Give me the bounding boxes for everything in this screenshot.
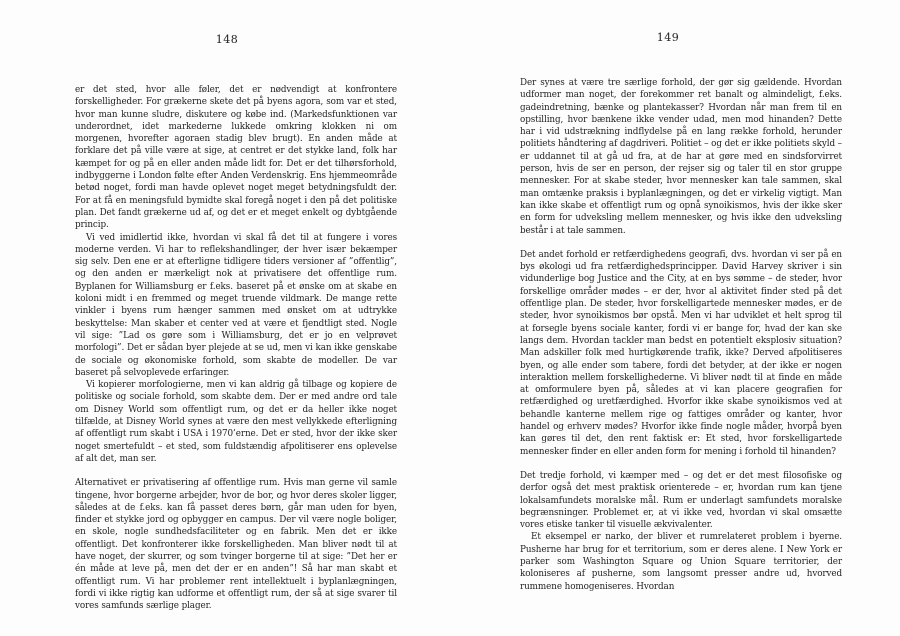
text-block-left <box>75 84 397 612</box>
paragraph: Alternativet er privatisering af offentlige rum. Hvis man gerne vil samle tingene, hvor borgerne arbejder, hvor de bor, og hvor deres skoler ligger, således at de f.eks. kan få passet deres børn, går man uden for byen, finder et stykke jord og opbygger en campus. Der vil være nogle boliger, en skole, nogle sundhedsfaciliteter og en fabrik. Men det er ikke offentligt. Det konfronterer ikke forskelligheden. Man bliver nødt til at have noget, der skurrer, og som tvinger borgerne til at sige: ”Det her er én måde at leve på, men det der er en anden”! Så har man skabt et offentligt rum. Vi har problemer rent intellektuelt i byplanlægningen, fordi vi ikke rigtig kan udforme et offentligt rum, der så at sige svarer til vores samfunds særlige plager. <box>75 478 397 612</box>
paragraph: Det tredje forhold, vi kæmper med – og det er det mest filosofiske og derfor også det mest praktisk orienterede – er, hvordan rum kan tjene lokalsamfundets moralske mål. Rum er underlagt samfundets moralske begrænsninger. Problemet er, at vi ikke ved, hvordan vi skal omsætte vores etiske tanker til visuelle ækvivalenter. <box>520 470 842 531</box>
paragraph: Vi kopierer morfologierne, men vi kan aldrig gå tilbage og kopiere de politiske og sociale forhold, som skabte dem. Der er med andre ord tale om Disney World som offentligt rum, og det er da heller ikke noget tilfælde, at Disney World synes at være den mest vellykkede efterligning af offentligt rum skabt i USA i 1970’erne. Det er sted, hvor der ikke sker noget smertefuldt – et sted, som fuldstændig afpolitiserer ens oplevelse af alt det, man ser. <box>75 380 397 464</box>
text-block-right <box>520 77 842 593</box>
page-number-left: 148 <box>215 33 239 46</box>
paragraph: er det sted, hvor alle føler, det er nødvendigt at konfrontere forskelligheder. For grækerne skete det på byens agora, som var et sted, hvor man kunne sludre, diskutere og købe ind. (Markedsfunktionen var underordnet, idet markederne lukkede omkring klokken ni om morgenen, hvorefter agoraen stadig blev brugt). En anden måde at forklare det på ville være at sige, at centret er det stykke land, folk har kæmpet for og på en eller anden måde lidt for. Det er det tilhørsforhold, indbyggerne i London følte efter Anden Verdenskrig. Ens hjemmeområde betød noget, fordi man havde oplevet noget meget betydningsfuldt der. For at få en meningsfuld bymidte skal foregå noget i den på det politiske plan. Det fandt grækerne ud af, og det er et meget enkelt og dybtgående princip. <box>75 85 397 231</box>
paragraph: Vi ved imidlertid ikke, hvordan vi skal få det til at fungere i vores moderne verden. Vi har to reflekshandlinger, der hver især bekæmper sig selv. Den ene er at efterligne tidligere tiders versioner af ”offentlig”, og den anden er mærkeligt nok at privatisere det offentlige rum. Byplanen for Williamsburg er f.eks. baseret på et ønske om at skabe en koloni midt i en fremmed og meget truende vildmark. De mange rette vinkler i byens rum hænger sammen med ønsket om at udtrykke beskyttelse: Man skaber et center ved at være et fjendtligt sted. Nogle vil sige: ”Lad os gøre som i Williamsburg, det er jo en velprøvet morfologi”. Det er sådan byer plejede at se ud, men vi kan ikke genskabe de sociale og økonomiske forhold, som skabte de modeller. De var baseret på selvoplevede erfaringer. <box>75 232 397 378</box>
paragraph: Det andet forhold er retfærdighedens geografi, dvs. hvordan vi ser på en bys økologi ud fra retfærdighedsprincipper. David Harvey skriver i sin vidunderlige bog Justice and the City, at en bys sømme – de steder, hvor forskellige områder mødes – er der, hvor al aktivitet finder sted på det offentlige plan. De steder, hvor forskelligartede mennesker mødes, er de steder, hvor synoikismos bør opstå. Men vi har udviklet et helt sprog til at forsegle byens sociale kanter, fordi vi er bange for, hvad der kan ske langs dem. Hvordan tackler man bedst en potentielt eksplosiv situation? Man adskiller folk med hurtigkørende trafik, ikke? Derved afpolitiseres byen, og alle ender som tabere, fordi det betyder, at der ikke er nogen interaktion mellem forskellighederne. Vi bliver nødt til at finde en måde at omformulere byen på, således at vi kan placere geografien for retfærdighed og uretfærdighed. Hvorfor ikke skabe synoikismos ved at behandle kanterne mellem rige og fattiges områder og kanter, hvor handel og erhverv mødes? Hvorfor ikke finde nogle måder, hvorpå byen kan gøres til det, den rent faktisk er: Et sted, hvor forskelligartede mennesker finder en eller anden form for mening i forhold til hinanden? <box>520 249 842 457</box>
paragraph: Et eksempel er narko, der bliver et rumrelateret problem i byerne. Pusherne har brug for et territorium, som er deres alene. I New York er parker som Washington Square og Union Square territorier, der koloniseres af pusherne, som langsomt presser andre ud, hvorved rummene homogeniseres. Hvordan <box>520 532 842 592</box>
paragraph: Der synes at være tre særlige forhold, der gør sig gældende. Hvordan udformer man noget, der forekommer ret banalt og almindeligt, f.eks. gadeindretning, bænke og plantekasser? Hvordan når man frem til en opstilling, hvor bænkene ikke vender udad, men mod hinanden? Dette har i vid udstrækning indflydelse på en lang række forhold, herunder politiets håndtering af dagdriveri. Politiet – og det er ikke politiets skyld – er uddannet til at gå ud fra, at de har at gøre med en sindsforvirret person, hvis de ser en person, der rejser sig og taler til en stor gruppe mennesker. For at skabe steder, hvor mennesker kan tale sammen, skal man omtænke praksis i byplanlægningen, og det er virkelig vigtigt. Man kan ikke skabe et offentligt rum og opnå synoikismos, hvis der ikke sker en form for udveksling mellem mennesker, og hvis ikke den udveksling består i at tale sammen. <box>520 78 842 236</box>
page-number-right: 149 <box>656 31 680 44</box>
